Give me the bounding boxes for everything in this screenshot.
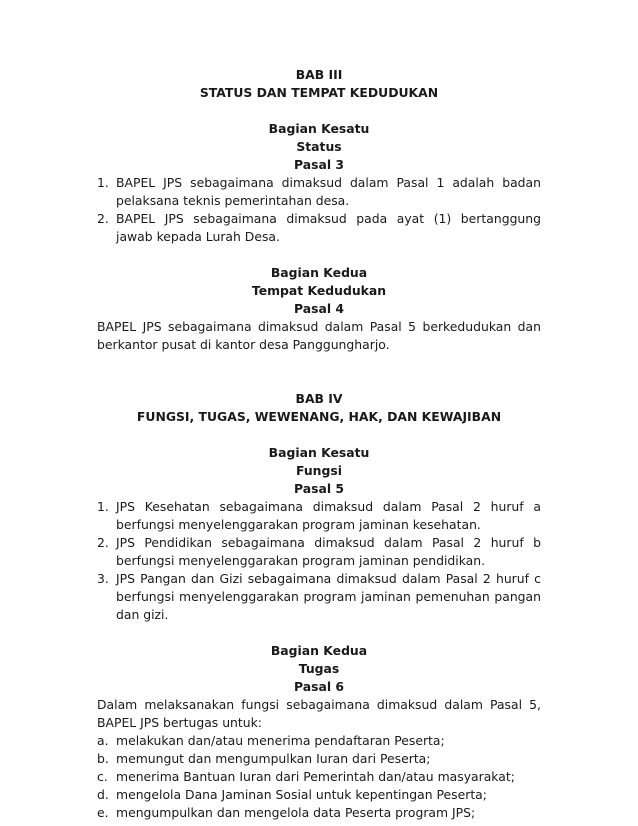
section-name: Fungsi [296,463,342,478]
article-number: Pasal 3 [293,157,345,172]
section-label: Bagian Kesatu [268,121,370,136]
list-marker: 2. [97,211,109,226]
list-item [97,750,541,768]
article-number: Pasal 5 [293,481,345,496]
list-item [97,498,541,534]
list-item [97,534,541,570]
lettered-list [97,732,541,822]
chapter-subtitle: STATUS DAN TEMPAT KEDUDUKAN [199,85,439,100]
list-item [97,732,541,750]
list-item-text: JPS Pendidikan sebagaimana dimaksud dalam Pasal 2 huruf b berfungsi menyelenggarakan program jaminan pendidikan. [116,535,541,568]
section-label: Bagian Kedua [270,643,368,658]
chapter-title: BAB IV [295,391,343,406]
list-marker: 2. [97,535,109,550]
list-marker: 3. [97,571,109,586]
document-page [97,66,541,822]
list-item [97,786,541,804]
section-name: Tempat Kedudukan [251,283,387,298]
list-item-text: BAPEL JPS sebagaimana dimaksud dalam Pasal 1 adalah badan pelaksana teknis pemerintahan desa. [116,175,541,208]
chapter-title: BAB III [295,67,343,82]
article-number: Pasal 6 [293,679,345,694]
list-marker: e. [97,805,109,820]
list-marker: d. [97,787,109,802]
list-item-text: BAPEL JPS sebagaimana dimaksud pada ayat (1) bertanggung jawab kepada Lurah Desa. [116,211,541,244]
article-number: Pasal 4 [293,301,345,316]
section-name: Status [296,139,342,154]
list-marker: b. [97,751,109,766]
list-item-text: mengelola Dana Jaminan Sosial untuk kepentingan Peserta; [116,787,487,802]
list-item-text: JPS Pangan dan Gizi sebagaimana dimaksud dalam Pasal 2 huruf c berfungsi menyelenggarakan program jaminan pemenuhan pangan dan gizi. [116,571,541,622]
section-label: Bagian Kesatu [268,445,370,460]
list-item-text: JPS Kesehatan sebagaimana dimaksud dalam Pasal 2 huruf a berfungsi menyelenggarakan program jaminan kesehatan. [116,499,541,532]
list-item-text: menerima Bantuan Iuran dari Pemerintah dan/atau masyarakat; [116,769,515,784]
list-item-text: memungut dan mengumpulkan Iuran dari Peserta; [116,751,431,766]
section-name: Tugas [298,661,340,676]
chapter-subtitle: FUNGSI, TUGAS, WEWENANG, HAK, DAN KEWAJIBAN [136,409,502,424]
list-item [97,768,541,786]
list-item [97,174,541,210]
paragraph: BAPEL JPS sebagaimana dimaksud dalam Pasal 5 berkedudukan dan berkantor pusat di kantor desa Panggungharjo. [97,319,541,352]
list-marker: 1. [97,175,109,190]
list-marker: c. [97,769,108,784]
numbered-list [97,174,541,246]
list-item-text: melakukan dan/atau menerima pendaftaran Peserta; [116,733,445,748]
list-item [97,570,541,624]
list-item [97,210,541,246]
list-item-text: mengumpulkan dan mengelola data Peserta program JPS; [116,805,476,820]
list-marker: 1. [97,499,109,514]
list-marker: a. [97,733,109,748]
paragraph: Dalam melaksanakan fungsi sebagaimana dimaksud dalam Pasal 5, BAPEL JPS bertugas untuk: [97,697,541,730]
list-item [97,804,541,822]
numbered-list [97,498,541,624]
section-label: Bagian Kedua [270,265,368,280]
